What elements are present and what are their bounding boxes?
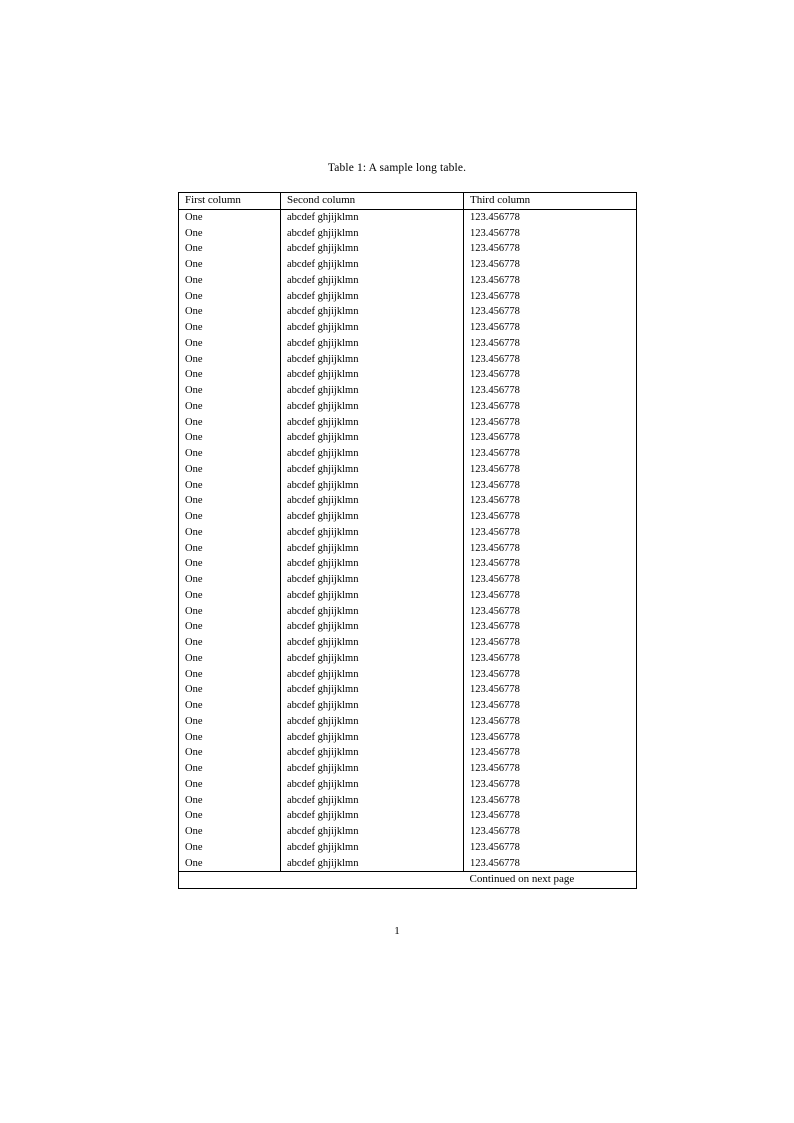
table-footer bbox=[179, 872, 637, 889]
table-cell: 123.456778 bbox=[464, 509, 637, 525]
table-cell: abcdef ghjijklmn bbox=[281, 525, 464, 541]
table-cell: One bbox=[179, 289, 281, 305]
table-cell: abcdef ghjijklmn bbox=[281, 352, 464, 368]
table-cell: 123.456778 bbox=[464, 651, 637, 667]
table-row bbox=[179, 430, 637, 446]
table-cell: One bbox=[179, 698, 281, 714]
table-cell: abcdef ghjijklmn bbox=[281, 635, 464, 651]
table-cell: 123.456778 bbox=[464, 745, 637, 761]
table-row bbox=[179, 682, 637, 698]
table-cell: One bbox=[179, 430, 281, 446]
table-cell: 123.456778 bbox=[464, 336, 637, 352]
table-cell: abcdef ghjijklmn bbox=[281, 430, 464, 446]
table-cell: 123.456778 bbox=[464, 525, 637, 541]
table-cell: One bbox=[179, 651, 281, 667]
table-cell: 123.456778 bbox=[464, 588, 637, 604]
table-cell: 123.456778 bbox=[464, 619, 637, 635]
table-cell: One bbox=[179, 824, 281, 840]
table-cell: abcdef ghjijklmn bbox=[281, 667, 464, 683]
table-row bbox=[179, 635, 637, 651]
table-cell: One bbox=[179, 478, 281, 494]
long-table-container bbox=[178, 192, 636, 889]
table-cell: One bbox=[179, 462, 281, 478]
table-row bbox=[179, 304, 637, 320]
table-cell: abcdef ghjijklmn bbox=[281, 824, 464, 840]
table-cell: 123.456778 bbox=[464, 635, 637, 651]
table-cell: abcdef ghjijklmn bbox=[281, 493, 464, 509]
table-row bbox=[179, 525, 637, 541]
table-row bbox=[179, 619, 637, 635]
table-cell: One bbox=[179, 241, 281, 257]
table-cell: One bbox=[179, 415, 281, 431]
table-cell: 123.456778 bbox=[464, 541, 637, 557]
table-cell: One bbox=[179, 745, 281, 761]
table-cell: abcdef ghjijklmn bbox=[281, 399, 464, 415]
table-cell: abcdef ghjijklmn bbox=[281, 415, 464, 431]
table-cell: abcdef ghjijklmn bbox=[281, 777, 464, 793]
table-row bbox=[179, 572, 637, 588]
column-header-second: Second column bbox=[281, 193, 464, 210]
table-row bbox=[179, 226, 637, 242]
table-cell: 123.456778 bbox=[464, 320, 637, 336]
table-cell: One bbox=[179, 257, 281, 273]
table-cell: One bbox=[179, 619, 281, 635]
continued-note: Continued on next page bbox=[464, 872, 637, 889]
table-cell: One bbox=[179, 682, 281, 698]
table-cell: One bbox=[179, 493, 281, 509]
table-cell: abcdef ghjijklmn bbox=[281, 730, 464, 746]
table-cell: abcdef ghjijklmn bbox=[281, 241, 464, 257]
table-row bbox=[179, 446, 637, 462]
table-cell: abcdef ghjijklmn bbox=[281, 840, 464, 856]
table-cell: 123.456778 bbox=[464, 352, 637, 368]
table-cell: One bbox=[179, 352, 281, 368]
table-header-row bbox=[179, 193, 637, 210]
table-cell: abcdef ghjijklmn bbox=[281, 320, 464, 336]
table-cell: abcdef ghjijklmn bbox=[281, 289, 464, 305]
table-cell: abcdef ghjijklmn bbox=[281, 509, 464, 525]
table-cell: One bbox=[179, 525, 281, 541]
table-row bbox=[179, 698, 637, 714]
table-cell: 123.456778 bbox=[464, 209, 637, 225]
table-cell: One bbox=[179, 320, 281, 336]
table-cell: 123.456778 bbox=[464, 367, 637, 383]
table-row bbox=[179, 320, 637, 336]
footer-spacer-cell bbox=[179, 872, 281, 889]
table-header bbox=[179, 193, 637, 210]
table-row bbox=[179, 241, 637, 257]
table-cell: abcdef ghjijklmn bbox=[281, 304, 464, 320]
table-cell: abcdef ghjijklmn bbox=[281, 651, 464, 667]
long-table bbox=[178, 192, 637, 889]
table-cell: 123.456778 bbox=[464, 304, 637, 320]
table-row bbox=[179, 273, 637, 289]
table-cell: abcdef ghjijklmn bbox=[281, 446, 464, 462]
table-row bbox=[179, 808, 637, 824]
table-cell: abcdef ghjijklmn bbox=[281, 808, 464, 824]
table-cell: 123.456778 bbox=[464, 226, 637, 242]
table-row bbox=[179, 856, 637, 872]
table-cell: 123.456778 bbox=[464, 572, 637, 588]
table-cell: One bbox=[179, 840, 281, 856]
table-row bbox=[179, 289, 637, 305]
table-cell: abcdef ghjijklmn bbox=[281, 556, 464, 572]
table-row bbox=[179, 415, 637, 431]
table-cell: One bbox=[179, 572, 281, 588]
table-cell: One bbox=[179, 793, 281, 809]
footer-spacer-cell-2 bbox=[281, 872, 464, 889]
table-row bbox=[179, 493, 637, 509]
table-cell: 123.456778 bbox=[464, 682, 637, 698]
table-cell: 123.456778 bbox=[464, 667, 637, 683]
table-cell: abcdef ghjijklmn bbox=[281, 541, 464, 557]
table-row bbox=[179, 352, 637, 368]
table-row bbox=[179, 651, 637, 667]
table-cell: One bbox=[179, 336, 281, 352]
table-row bbox=[179, 383, 637, 399]
table-cell: One bbox=[179, 383, 281, 399]
table-cell: abcdef ghjijklmn bbox=[281, 856, 464, 872]
table-cell: 123.456778 bbox=[464, 761, 637, 777]
table-cell: One bbox=[179, 367, 281, 383]
table-cell: abcdef ghjijklmn bbox=[281, 682, 464, 698]
table-cell: 123.456778 bbox=[464, 730, 637, 746]
table-row bbox=[179, 840, 637, 856]
table-cell: abcdef ghjijklmn bbox=[281, 793, 464, 809]
table-cell: One bbox=[179, 556, 281, 572]
table-cell: 123.456778 bbox=[464, 808, 637, 824]
table-cell: abcdef ghjijklmn bbox=[281, 383, 464, 399]
table-row bbox=[179, 541, 637, 557]
table-cell: One bbox=[179, 808, 281, 824]
table-cell: One bbox=[179, 635, 281, 651]
table-row bbox=[179, 761, 637, 777]
table-cell: 123.456778 bbox=[464, 714, 637, 730]
table-cell: 123.456778 bbox=[464, 478, 637, 494]
table-cell: 123.456778 bbox=[464, 556, 637, 572]
table-cell: 123.456778 bbox=[464, 462, 637, 478]
table-cell: abcdef ghjijklmn bbox=[281, 478, 464, 494]
table-row bbox=[179, 399, 637, 415]
table-row bbox=[179, 604, 637, 620]
table-row bbox=[179, 777, 637, 793]
table-cell: 123.456778 bbox=[464, 383, 637, 399]
table-cell: abcdef ghjijklmn bbox=[281, 761, 464, 777]
table-cell: abcdef ghjijklmn bbox=[281, 367, 464, 383]
table-cell: 123.456778 bbox=[464, 273, 637, 289]
table-cell: abcdef ghjijklmn bbox=[281, 257, 464, 273]
table-row bbox=[179, 730, 637, 746]
table-caption: Table 1: A sample long table. bbox=[327, 162, 467, 174]
table-cell: abcdef ghjijklmn bbox=[281, 273, 464, 289]
table-cell: abcdef ghjijklmn bbox=[281, 572, 464, 588]
table-cell: One bbox=[179, 304, 281, 320]
table-cell: abcdef ghjijklmn bbox=[281, 619, 464, 635]
table-cell: 123.456778 bbox=[464, 241, 637, 257]
table-cell: abcdef ghjijklmn bbox=[281, 336, 464, 352]
table-cell: 123.456778 bbox=[464, 824, 637, 840]
table-cell: 123.456778 bbox=[464, 604, 637, 620]
table-cell: One bbox=[179, 509, 281, 525]
table-cell: abcdef ghjijklmn bbox=[281, 698, 464, 714]
table-cell: 123.456778 bbox=[464, 446, 637, 462]
table-row bbox=[179, 714, 637, 730]
table-cell: One bbox=[179, 273, 281, 289]
table-cell: abcdef ghjijklmn bbox=[281, 226, 464, 242]
table-cell: One bbox=[179, 604, 281, 620]
table-footer-row bbox=[179, 872, 637, 889]
table-row bbox=[179, 588, 637, 604]
table-cell: abcdef ghjijklmn bbox=[281, 588, 464, 604]
table-cell: 123.456778 bbox=[464, 793, 637, 809]
table-cell: 123.456778 bbox=[464, 257, 637, 273]
table-cell: 123.456778 bbox=[464, 493, 637, 509]
table-row bbox=[179, 209, 637, 225]
table-cell: abcdef ghjijklmn bbox=[281, 462, 464, 478]
table-row bbox=[179, 824, 637, 840]
table-cell: abcdef ghjijklmn bbox=[281, 745, 464, 761]
column-header-third: Third column bbox=[464, 193, 637, 210]
column-header-first: First column bbox=[179, 193, 281, 210]
table-cell: One bbox=[179, 446, 281, 462]
table-row bbox=[179, 336, 637, 352]
table-row bbox=[179, 793, 637, 809]
table-cell: One bbox=[179, 541, 281, 557]
table-cell: 123.456778 bbox=[464, 399, 637, 415]
table-row bbox=[179, 478, 637, 494]
table-cell: 123.456778 bbox=[464, 856, 637, 872]
table-row bbox=[179, 745, 637, 761]
table-cell: 123.456778 bbox=[464, 777, 637, 793]
table-cell: One bbox=[179, 399, 281, 415]
table-cell: One bbox=[179, 588, 281, 604]
table-row bbox=[179, 257, 637, 273]
table-cell: One bbox=[179, 777, 281, 793]
table-cell: One bbox=[179, 730, 281, 746]
table-cell: One bbox=[179, 856, 281, 872]
page-number: 1 bbox=[394, 925, 400, 937]
table-cell: 123.456778 bbox=[464, 430, 637, 446]
table-cell: 123.456778 bbox=[464, 415, 637, 431]
table-row bbox=[179, 367, 637, 383]
table-cell: One bbox=[179, 761, 281, 777]
table-body bbox=[179, 209, 637, 872]
table-cell: 123.456778 bbox=[464, 289, 637, 305]
table-row bbox=[179, 509, 637, 525]
table-row bbox=[179, 462, 637, 478]
table-row bbox=[179, 667, 637, 683]
table-cell: One bbox=[179, 714, 281, 730]
table-row bbox=[179, 556, 637, 572]
table-cell: 123.456778 bbox=[464, 698, 637, 714]
table-cell: abcdef ghjijklmn bbox=[281, 209, 464, 225]
table-cell: One bbox=[179, 209, 281, 225]
table-cell: abcdef ghjijklmn bbox=[281, 604, 464, 620]
table-cell: One bbox=[179, 667, 281, 683]
table-cell: abcdef ghjijklmn bbox=[281, 714, 464, 730]
table-cell: 123.456778 bbox=[464, 840, 637, 856]
table-cell: One bbox=[179, 226, 281, 242]
